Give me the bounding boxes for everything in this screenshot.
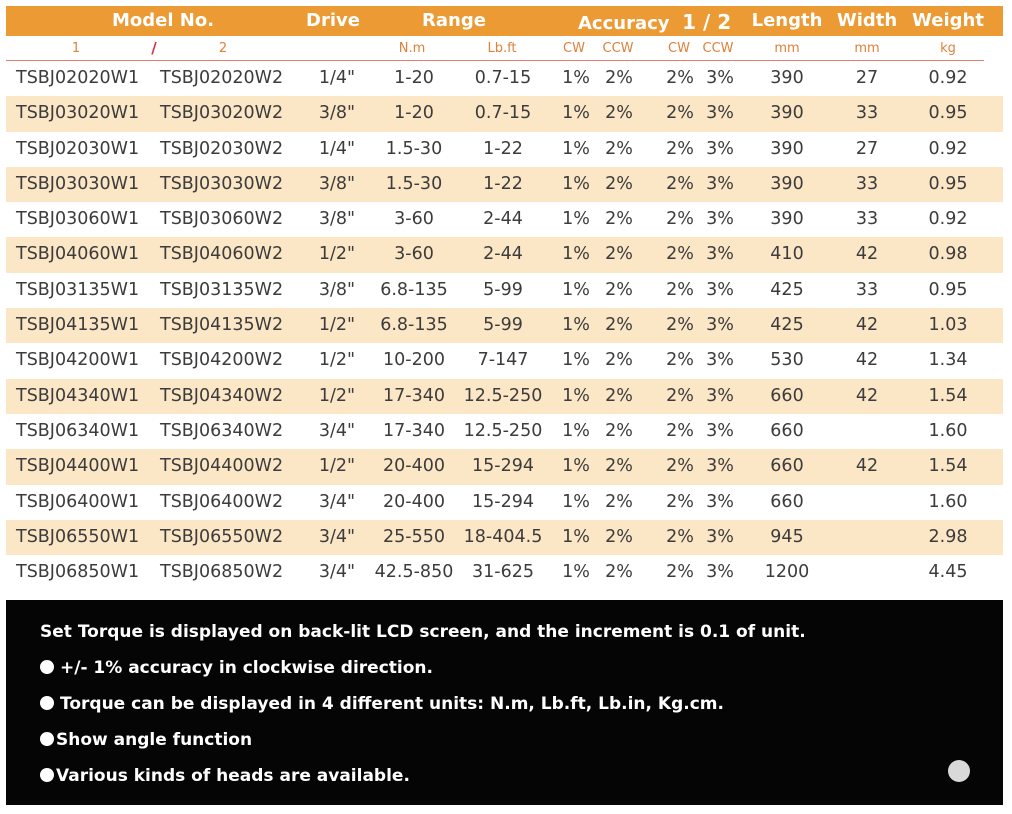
table-row (6, 273, 1003, 308)
cell-lbft: 31-625 (472, 562, 534, 583)
subheader-model1: 1 (71, 41, 81, 56)
subheader-lbft: Lb.ft (487, 41, 517, 56)
cell-cw2: 2% (666, 420, 694, 441)
cell-nm: 10-200 (383, 350, 445, 371)
cell-ccw1: 2% (605, 420, 633, 441)
cell-lbft: 5-99 (483, 279, 523, 300)
cell-cw2: 2% (666, 138, 694, 159)
cell-nm: 25-550 (383, 526, 445, 547)
cell-nm: 1-20 (394, 103, 434, 124)
cell-width: 42 (855, 350, 879, 371)
cell-weight: 1.34 (928, 350, 968, 371)
cell-ccw1: 2% (605, 315, 633, 336)
cell-width: 42 (855, 456, 879, 477)
cell-length: 660 (770, 491, 804, 512)
cell-lbft: 15-294 (472, 491, 534, 512)
cell-cw1: 1% (562, 491, 590, 512)
cell-cw1: 1% (562, 279, 590, 300)
cell-ccw2: 3% (706, 526, 734, 547)
cell-m1: TSBJ06400W1 (16, 491, 140, 512)
cell-lbft: 2-44 (483, 244, 523, 265)
cell-length: 390 (770, 68, 804, 88)
cell-cw2: 2% (666, 209, 694, 230)
header-accuracy-label: Accuracy (578, 13, 670, 34)
cell-weight: 0.95 (928, 103, 968, 124)
cell-cw2: 2% (666, 385, 694, 406)
cell-m2: TSBJ03135W2 (160, 279, 284, 300)
cell-drive: 3/8" (318, 209, 356, 230)
cell-lbft: 0.7-15 (474, 103, 532, 124)
header-accuracy-sub: 1 / 2 (682, 10, 732, 34)
subheader-ccw2: CCW (702, 41, 734, 56)
cell-ccw1: 2% (605, 350, 633, 371)
cell-width: 33 (855, 279, 879, 300)
cell-ccw1: 2% (605, 209, 633, 230)
cell-width: 42 (855, 244, 879, 265)
header-weight: Weight (912, 10, 984, 31)
notes-item-text: Show angle function (56, 730, 253, 750)
subheader-cw1: CW (563, 41, 585, 56)
cell-cw1: 1% (562, 209, 590, 230)
cell-ccw1: 2% (605, 279, 633, 300)
cell-width: 42 (855, 385, 879, 406)
cell-ccw2: 3% (706, 315, 734, 336)
cell-cw1: 1% (562, 385, 590, 406)
notes-item (40, 766, 410, 786)
cell-ccw2: 3% (706, 209, 734, 230)
cell-ccw1: 2% (605, 526, 633, 547)
cell-lbft: 12.5-250 (463, 385, 543, 406)
table-row (6, 308, 1003, 343)
notes-item-text: Torque can be displayed in 4 different units: N.m, Lb.ft, Lb.in, Kg.cm. (60, 694, 724, 714)
cell-lbft: 15-294 (472, 456, 534, 477)
cell-width: 42 (855, 315, 879, 336)
cell-width: 33 (855, 103, 879, 124)
cell-cw1: 1% (562, 350, 590, 371)
cell-cw1: 1% (562, 173, 590, 194)
subheader-width-unit: mm (854, 41, 880, 56)
cell-cw1: 1% (562, 526, 590, 547)
cell-m1: TSBJ06850W1 (16, 562, 140, 583)
cell-ccw2: 3% (706, 491, 734, 512)
cell-nm: 3-60 (394, 244, 434, 265)
cell-drive: 3/8" (318, 173, 356, 194)
cell-length: 390 (770, 173, 804, 194)
bullet-icon (40, 696, 54, 710)
cell-m1: TSBJ06340W1 (16, 420, 140, 441)
cell-cw2: 2% (666, 456, 694, 477)
cell-m2: TSBJ04200W2 (160, 350, 284, 371)
notes-item (40, 694, 724, 714)
notes-panel (6, 600, 1003, 805)
cell-cw1: 1% (562, 103, 590, 124)
cell-width: 27 (855, 68, 879, 88)
table-row (6, 343, 1003, 378)
cell-m2: TSBJ03020W2 (160, 103, 284, 124)
cell-m2: TSBJ03030W2 (160, 173, 284, 194)
cell-length: 410 (770, 244, 804, 265)
cell-ccw1: 2% (605, 138, 633, 159)
cell-weight: 0.98 (928, 244, 968, 265)
cell-drive: 1/4" (318, 68, 356, 88)
cell-cw1: 1% (562, 562, 590, 583)
cell-ccw1: 2% (605, 562, 633, 583)
cell-m1: TSBJ02030W1 (16, 138, 140, 159)
cell-length: 530 (770, 350, 804, 371)
cell-nm: 6.8-135 (380, 315, 448, 336)
cell-lbft: 5-99 (483, 315, 523, 336)
subheader-weight-unit: kg (940, 41, 956, 56)
subheader-nm: N.m (398, 41, 426, 56)
cell-m2: TSBJ04060W2 (160, 244, 284, 265)
header-accuracy (578, 10, 731, 34)
cell-weight: 0.95 (928, 173, 968, 194)
cell-drive: 3/8" (318, 279, 356, 300)
cell-lbft: 0.7-15 (474, 68, 532, 88)
cell-ccw2: 3% (706, 68, 734, 88)
cell-length: 425 (770, 315, 804, 336)
table-row (6, 485, 1003, 520)
cell-cw2: 2% (666, 491, 694, 512)
cell-cw2: 2% (666, 173, 694, 194)
table-row (6, 237, 1003, 272)
cell-ccw2: 3% (706, 420, 734, 441)
cell-m2: TSBJ02020W2 (160, 68, 284, 88)
cell-drive: 1/2" (318, 244, 356, 265)
cell-lbft: 1-22 (483, 173, 523, 194)
cell-m2: TSBJ06550W2 (160, 526, 284, 547)
cell-lbft: 18-404.5 (463, 526, 543, 547)
cell-ccw2: 3% (706, 138, 734, 159)
cell-ccw2: 3% (706, 279, 734, 300)
subheader-model2: 2 (218, 41, 228, 56)
cell-m2: TSBJ03060W2 (160, 209, 284, 230)
table-row (6, 167, 1003, 202)
cell-drive: 3/4" (318, 526, 356, 547)
subheader-length-unit: mm (774, 41, 800, 56)
header-model-no: Model No. (111, 10, 215, 31)
cell-m1: TSBJ02020W1 (16, 68, 140, 88)
cell-width: 33 (855, 209, 879, 230)
cell-cw2: 2% (666, 526, 694, 547)
cell-weight: 0.92 (928, 68, 968, 88)
cell-ccw1: 2% (605, 103, 633, 124)
cell-lbft: 7-147 (477, 350, 529, 371)
table-row (6, 414, 1003, 449)
cell-cw2: 2% (666, 350, 694, 371)
cell-m2: TSBJ06340W2 (160, 420, 284, 441)
cell-ccw2: 3% (706, 456, 734, 477)
header-length: Length (751, 10, 823, 31)
cell-weight: 1.54 (928, 385, 968, 406)
cell-ccw2: 3% (706, 103, 734, 124)
cell-ccw2: 3% (706, 173, 734, 194)
cell-drive: 3/8" (318, 103, 356, 124)
cell-cw2: 2% (666, 279, 694, 300)
table-subheader-row (6, 38, 1003, 60)
cell-nm: 20-400 (383, 491, 445, 512)
cell-length: 390 (770, 209, 804, 230)
bullet-icon (40, 768, 54, 782)
cell-length: 390 (770, 103, 804, 124)
cell-nm: 42.5-850 (374, 562, 454, 583)
table-body (6, 61, 1003, 590)
cell-drive: 1/2" (318, 456, 356, 477)
cell-m1: TSBJ03135W1 (16, 279, 140, 300)
cell-length: 1200 (764, 562, 810, 583)
cell-drive: 1/2" (318, 385, 356, 406)
table-row (6, 379, 1003, 414)
cell-drive: 3/4" (318, 491, 356, 512)
cell-length: 945 (770, 526, 804, 547)
cell-m1: TSBJ04400W1 (16, 456, 140, 477)
table-row (6, 520, 1003, 555)
cell-nm: 20-400 (383, 456, 445, 477)
circle-icon (948, 760, 970, 782)
cell-ccw1: 2% (605, 385, 633, 406)
cell-length: 425 (770, 279, 804, 300)
cell-drive: 3/4" (318, 562, 356, 583)
cell-length: 660 (770, 420, 804, 441)
header-drive: Drive (306, 10, 360, 31)
cell-cw2: 2% (666, 244, 694, 265)
notes-item (40, 658, 433, 678)
cell-m1: TSBJ04060W1 (16, 244, 140, 265)
cell-ccw1: 2% (605, 456, 633, 477)
cell-weight: 1.54 (928, 456, 968, 477)
notes-item-text: Various kinds of heads are available. (56, 766, 410, 786)
subheader-ccw1: CCW (602, 41, 634, 56)
cell-m2: TSBJ02030W2 (160, 138, 284, 159)
cell-cw1: 1% (562, 420, 590, 441)
cell-weight: 0.92 (928, 138, 968, 159)
cell-ccw1: 2% (605, 244, 633, 265)
cell-ccw1: 2% (605, 491, 633, 512)
cell-weight: 0.95 (928, 279, 968, 300)
cell-width: 27 (855, 138, 879, 159)
cell-ccw2: 3% (706, 350, 734, 371)
cell-m2: TSBJ06400W2 (160, 491, 284, 512)
notes-item (40, 730, 252, 750)
notes-intro: Set Torque is displayed on back-lit LCD screen, and the increment is 0.1 of unit. (40, 622, 806, 642)
cell-cw1: 1% (562, 68, 590, 88)
cell-m2: TSBJ04135W2 (160, 315, 284, 336)
cell-length: 660 (770, 456, 804, 477)
cell-m1: TSBJ04200W1 (16, 350, 140, 371)
subheader-slash: / (151, 39, 157, 57)
table-header-row (6, 6, 1003, 36)
cell-weight: 1.60 (928, 420, 968, 441)
subheader-cw2: CW (668, 41, 690, 56)
cell-m1: TSBJ03020W1 (16, 103, 140, 124)
cell-m1: TSBJ06550W1 (16, 526, 140, 547)
table-row (6, 202, 1003, 237)
cell-m1: TSBJ03030W1 (16, 173, 140, 194)
cell-lbft: 12.5-250 (463, 420, 543, 441)
cell-weight: 0.92 (928, 209, 968, 230)
cell-drive: 1/2" (318, 315, 356, 336)
header-range: Range (422, 10, 486, 31)
cell-width: 33 (855, 173, 879, 194)
cell-weight: 1.60 (928, 491, 968, 512)
cell-m2: TSBJ04400W2 (160, 456, 284, 477)
cell-m1: TSBJ04340W1 (16, 385, 140, 406)
cell-cw1: 1% (562, 138, 590, 159)
cell-cw1: 1% (562, 456, 590, 477)
cell-nm: 17-340 (383, 385, 445, 406)
cell-cw2: 2% (666, 68, 694, 88)
cell-ccw2: 3% (706, 562, 734, 583)
bullet-icon (40, 732, 54, 746)
cell-lbft: 2-44 (483, 209, 523, 230)
cell-cw2: 2% (666, 103, 694, 124)
table-row (6, 61, 1003, 96)
cell-cw1: 1% (562, 315, 590, 336)
table-row (6, 132, 1003, 167)
table-row (6, 555, 1003, 590)
cell-nm: 3-60 (394, 209, 434, 230)
cell-weight: 1.03 (928, 315, 968, 336)
cell-nm: 1.5-30 (385, 138, 443, 159)
cell-ccw2: 3% (706, 244, 734, 265)
cell-drive: 1/2" (318, 350, 356, 371)
cell-m1: TSBJ04135W1 (16, 315, 140, 336)
table-row (6, 96, 1003, 131)
cell-m2: TSBJ06850W2 (160, 562, 284, 583)
cell-nm: 17-340 (383, 420, 445, 441)
cell-ccw1: 2% (605, 173, 633, 194)
cell-ccw2: 3% (706, 385, 734, 406)
cell-lbft: 1-22 (483, 138, 523, 159)
cell-cw2: 2% (666, 315, 694, 336)
cell-nm: 1.5-30 (385, 173, 443, 194)
table-row (6, 449, 1003, 484)
bullet-icon (40, 660, 54, 674)
cell-m1: TSBJ03060W1 (16, 209, 140, 230)
cell-length: 660 (770, 385, 804, 406)
cell-weight: 4.45 (928, 562, 968, 583)
cell-nm: 6.8-135 (380, 279, 448, 300)
cell-cw2: 2% (666, 562, 694, 583)
cell-m2: TSBJ04340W2 (160, 385, 284, 406)
cell-drive: 3/4" (318, 420, 356, 441)
cell-drive: 1/4" (318, 138, 356, 159)
cell-weight: 2.98 (928, 526, 968, 547)
cell-length: 390 (770, 138, 804, 159)
header-width: Width (836, 10, 898, 31)
notes-item-text: +/- 1% accuracy in clockwise direction. (60, 658, 433, 678)
cell-ccw1: 2% (605, 68, 633, 88)
cell-cw1: 1% (562, 244, 590, 265)
cell-nm: 1-20 (394, 68, 434, 88)
